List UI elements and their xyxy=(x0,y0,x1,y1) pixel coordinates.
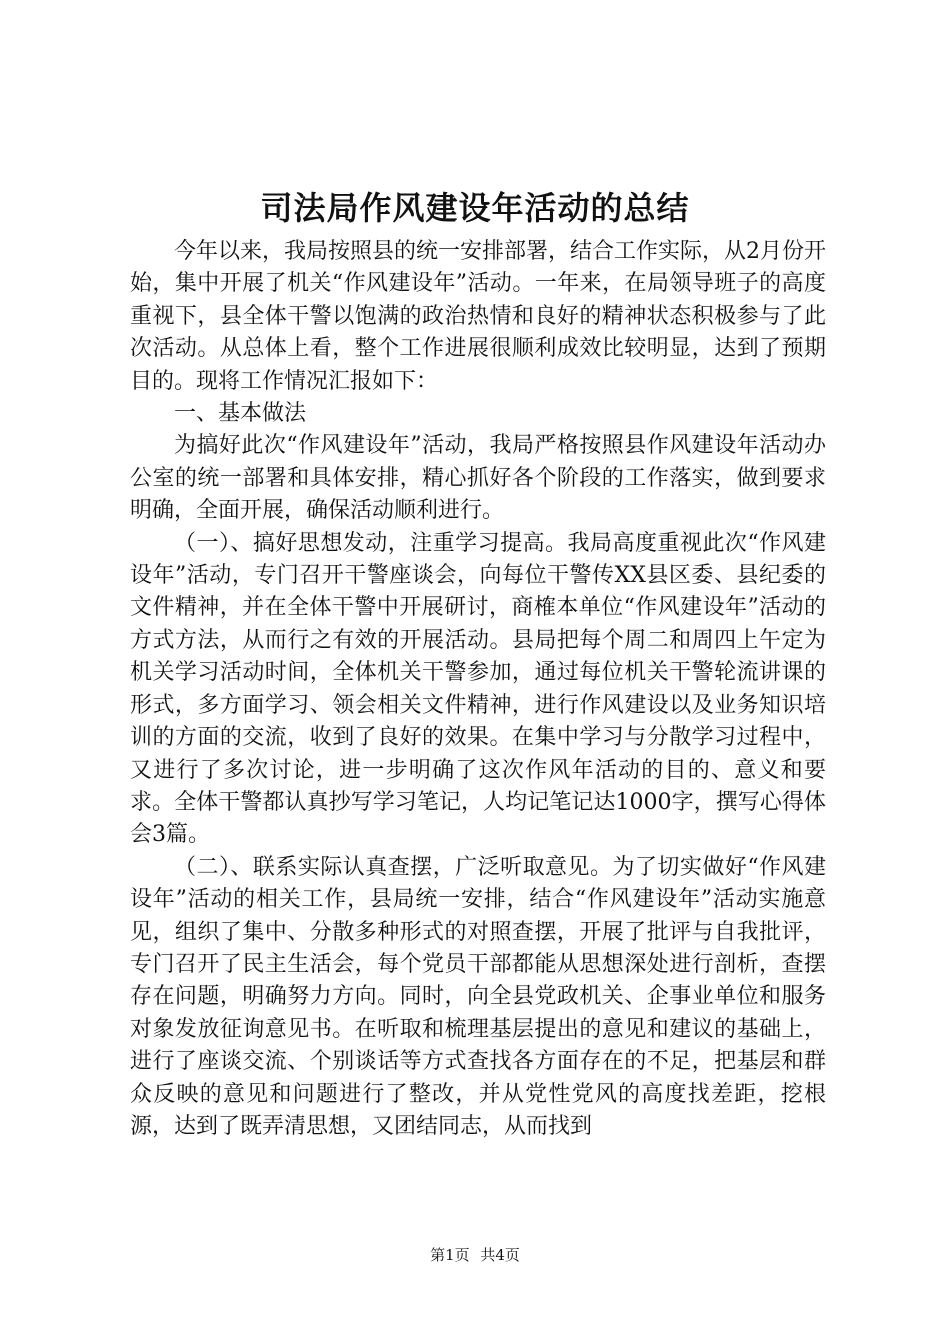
paragraph-section-one: （一）、搞好思想发动，注重学习提高。我局高度重视此次“作风建设年”活动，专门召开干警座谈会，向每位干警传XX县区委、县纪委的文件精神，并在全体干警中开展研讨，商榷本单位“作风建设年”活动的方式方法，从而行之有效的开展活动。县局把每个周二和周四上午定为机关学习活动时间，全体机关干警参加，通过每位机关干警轮流讲课的形式，多方面学习、领会相关文件精神，进行作风建设以及业务知识培训的方面的交流，收到了良好的效果。在集中学习与分散学习过程中，又进行了多次讨论，进一步明确了这次作风年活动的目的、意义和要求。全体干警都认真抄写学习笔记，人均记笔记达1000字，撰写心得体会3篇。 xyxy=(130,530,826,848)
page-footer xyxy=(0,1245,950,1265)
paragraph-section-two: （二）、联系实际认真查摆，广泛听取意见。为了切实做好“作风建设年”活动的相关工作，县局统一安排，结合“作风建设年”活动实施意见，组织了集中、分散多种形式的对照查摆，开展了批评与自我批评，专门召开了民主生活会，每个党员干部都能从思想深处进行剖析，查摆存在问题，明确努力方向。同时，向全县党政机关、企事业单位和服务对象发放征询意见书。在听取和梳理基层提出的意见和建议的基础上，进行了座谈交流、个别谈话等方式查找各方面存在的不足，把基层和群众反映的意见和问题进行了整改，并从党性党风的高度找差距，挖根源，达到了既弄清思想，又团结同志，从而找到 xyxy=(130,854,826,1139)
document-body xyxy=(130,236,826,1143)
document-title: 司法局作风建设年活动的总结 xyxy=(260,189,690,227)
paragraph-intro: 今年以来，我局按照县的统一安排部署，结合工作实际，从2月份开始，集中开展了机关“作风建设年”活动。一年来，在局领导班子的高度重视下，县全体干警以饱满的政治热情和良好的精神状态积极参与了此次活动。从总体上看，整个工作进展很顺利成效比较明显，达到了预期目的。现将工作情况汇报如下： xyxy=(130,239,826,394)
page-number-total: 共4页 xyxy=(480,1246,520,1264)
paragraph-overview: 为搞好此次“作风建设年”活动，我局严格按照县作风建设年活动办公室的统一部署和具体安排，精心抓好各个阶段的工作落实，做到要求明确，全面开展，确保活动顺利进行。 xyxy=(130,433,826,524)
page-number-current: 第1页 xyxy=(430,1246,470,1264)
section-heading-basic-methods: 一、基本做法 xyxy=(174,401,307,427)
